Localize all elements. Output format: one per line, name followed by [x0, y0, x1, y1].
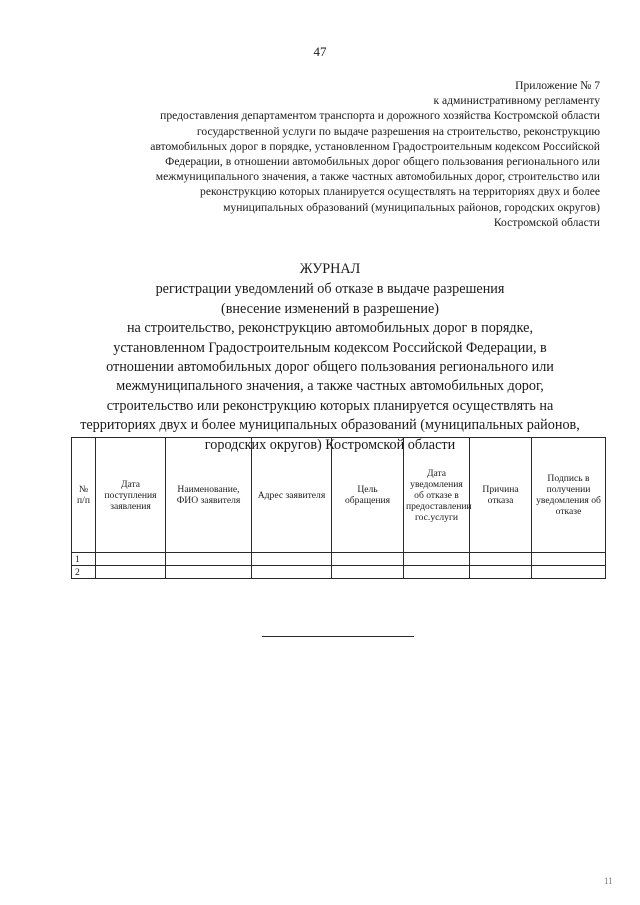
table-cell — [404, 566, 470, 579]
appendix-line: Костромской области — [493, 215, 600, 229]
appendix-line: Федерации, в отношении автомобильных дорог общего пользования регионального или — [165, 155, 600, 169]
journal-title-block — [50, 260, 610, 455]
table-cell — [532, 566, 606, 579]
table-row — [72, 553, 606, 566]
appendix-line: предоставления департаментом транспорта и дорожного хозяйства Костромской области — [160, 109, 600, 123]
journal-title-line: межмуниципального значения, а также частных автомобильных дорог, — [116, 378, 544, 395]
table-header-row — [72, 438, 606, 553]
column-header-number: № п/п — [72, 438, 96, 553]
table-cell — [252, 553, 332, 566]
journal-heading: ЖУРНАЛ — [299, 261, 361, 277]
appendix-line: межмуниципального значения, а также частных автомобильных дорог, строительство или — [155, 170, 600, 184]
appendix-line: государственной услуги по выдаче разрешения на строительство, реконструкцию — [196, 124, 600, 138]
column-header-refusal-reason: Причина отказа — [470, 438, 532, 553]
column-header-applicant-name: Наименование, ФИО заявителя — [166, 438, 252, 553]
column-header-receipt-signature: Подпись в получении уведомления об отказе — [532, 438, 606, 553]
appendix-line: автомобильных дорог в порядке, установленном Градостроительным кодексом Российской — [150, 139, 600, 153]
table-cell — [332, 553, 404, 566]
journal-title-line: городских округов) Костромской области — [204, 436, 456, 453]
appendix-line: муниципальных образований (муниципальных районов, городских округов) — [223, 200, 600, 214]
table-cell — [96, 566, 166, 579]
appendix-line: реконструкцию которых планируется осуществлять на территориях двух и более — [200, 185, 600, 199]
table-cell — [470, 553, 532, 566]
journal-title-line: строительство или реконструкцию которых планируется осуществлять на — [106, 397, 554, 414]
page-number: 47 — [313, 44, 327, 59]
appendix-block — [80, 78, 600, 230]
journal-title-line: установленном Градостроительным кодексом Российской Федерации, в — [113, 339, 547, 356]
column-header-application-date: Дата поступления заявления — [96, 438, 166, 553]
column-header-purpose: Цель обращения — [332, 438, 404, 553]
table-cell — [96, 553, 166, 566]
journal-title-line: на строительство, реконструкцию автомобильных дорог в порядке, — [126, 320, 534, 337]
table-cell — [404, 553, 470, 566]
table-cell — [252, 566, 332, 579]
table-cell: 1 — [72, 553, 96, 566]
column-header-refusal-date: Дата уведомления об отказе в предоставлении гос.услуги — [404, 438, 470, 553]
journal-title-line: (внесение изменений в разрешение) — [220, 300, 439, 317]
closing-divider — [262, 636, 414, 637]
registration-table — [71, 437, 606, 579]
appendix-line: Приложение № 7 — [515, 79, 600, 92]
table-cell — [532, 553, 606, 566]
journal-title-line: регистрации уведомлений об отказе в выдаче разрешения — [155, 281, 505, 298]
appendix-line: к административному регламенту — [433, 94, 600, 108]
corner-mark: 11 — [604, 876, 613, 886]
table-cell — [166, 566, 252, 579]
table-cell: 2 — [72, 566, 96, 579]
column-header-applicant-address: Адрес заявителя — [252, 438, 332, 553]
table-cell — [470, 566, 532, 579]
table-row — [72, 566, 606, 579]
table-cell — [332, 566, 404, 579]
journal-title-line: отношении автомобильных дорог общего пользования регионального или — [106, 359, 554, 376]
journal-title-line: территориях двух и более муниципальных образований (муниципальных районов, — [80, 417, 580, 434]
table-cell — [166, 553, 252, 566]
